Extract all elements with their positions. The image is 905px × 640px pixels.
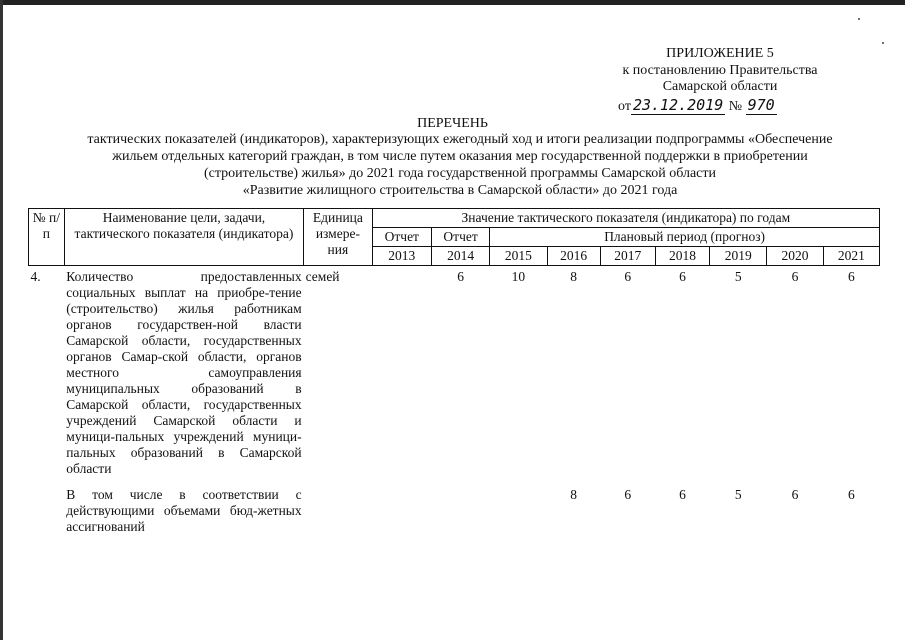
date-prefix: от (618, 99, 631, 114)
row-unit (304, 477, 373, 535)
value-cell (372, 477, 431, 535)
appendix-block (560, 46, 880, 96)
appendix-title: ПРИЛОЖЕНИЕ 5 (666, 46, 774, 61)
subtitle-line: тактических показателей (индикаторов), характеризующих ежегодный ход и итоги реализации подпрограммы «Обеспечение (87, 132, 833, 147)
value-cell (431, 477, 489, 535)
indicators-table (28, 208, 880, 535)
subtitle-line: жильем отдельных категорий граждан, в том числе путем оказания мер государственной поддержки в приобретении (112, 149, 808, 164)
row-num: 4. (30, 269, 41, 284)
appendix-region: Самарской области (662, 79, 778, 94)
decree-number: 970 (747, 96, 775, 114)
document-title: ПЕРЕЧЕНЬ (417, 116, 488, 131)
header-year: 2019 (710, 247, 767, 266)
decree-line (618, 96, 777, 115)
value-cell (490, 477, 547, 535)
appendix-resolution: к постановлению Правительства (622, 62, 818, 78)
row-name: Количество предоставленных социальных выплат на приобре-тение (строительство) жилья работникам органов государствен-ной власти Самарской области, государственных органов Самар-ской области, органов местного самоуправления муниципальных образований в Самарской области, государственных учреждений Самарской области и муници-пальных учреждений муници-пальных образований в Самарской области (66, 269, 302, 476)
header-num: № п/п (29, 209, 65, 266)
value-cell: 6 (847, 269, 855, 284)
value-cell: 8 (570, 487, 577, 502)
value-cell: 6 (791, 487, 799, 502)
header-year: 2014 (431, 247, 489, 266)
value-cell: 5 (734, 269, 742, 284)
header-year: 2016 (547, 247, 600, 266)
subtitle-line: «Развитие жилищного строительства в Самарской области» до 2021 года (242, 183, 678, 198)
header-report-2014: Отчет (431, 228, 489, 247)
row-num (29, 477, 65, 535)
value-cell: 6 (791, 269, 799, 284)
row-name: В том числе в соответствии с действующими объемами бюд-жетных ассигнований (66, 487, 302, 534)
value-cell: 10 (511, 269, 526, 284)
header-year: 2018 (655, 247, 709, 266)
value-cell: 6 (847, 487, 855, 502)
header-year: 2013 (372, 247, 431, 266)
header-report-2013: Отчет (372, 228, 431, 247)
value-cell: 6 (679, 487, 686, 502)
subtitle-line: (строительстве) жилья» до 2021 года государственной программы Самарской области (204, 166, 716, 181)
decree-date: 23.12.2019 (632, 96, 724, 114)
scan-edge-top (0, 0, 905, 5)
header-year: 2020 (767, 247, 823, 266)
value-cell: 6 (624, 269, 632, 284)
table-row (29, 477, 880, 535)
header-name: Наименование цели, задачи, тактического показателя (индикатора) (64, 209, 303, 266)
value-cell (372, 266, 431, 478)
value-cell: 8 (570, 269, 577, 284)
header-unit: Единица измере- ния (304, 209, 373, 266)
header-year: 2017 (600, 247, 655, 266)
scan-edge-left (0, 0, 3, 640)
scan-speck (858, 18, 860, 20)
value-cell: 6 (624, 487, 632, 502)
number-prefix: № (728, 99, 743, 114)
scan-speck (882, 42, 884, 44)
row-unit: семей (305, 269, 340, 284)
header-plan-group: Плановый период (прогноз) (490, 228, 880, 247)
header-values-group: Значение тактического показателя (индикатора) по годам (372, 209, 879, 228)
value-cell: 6 (679, 269, 686, 284)
document-subtitle (40, 131, 880, 199)
header-year: 2021 (823, 247, 879, 266)
table-row (29, 266, 880, 478)
header-year: 2015 (490, 247, 547, 266)
value-cell: 5 (734, 487, 742, 502)
value-cell: 6 (457, 269, 464, 284)
